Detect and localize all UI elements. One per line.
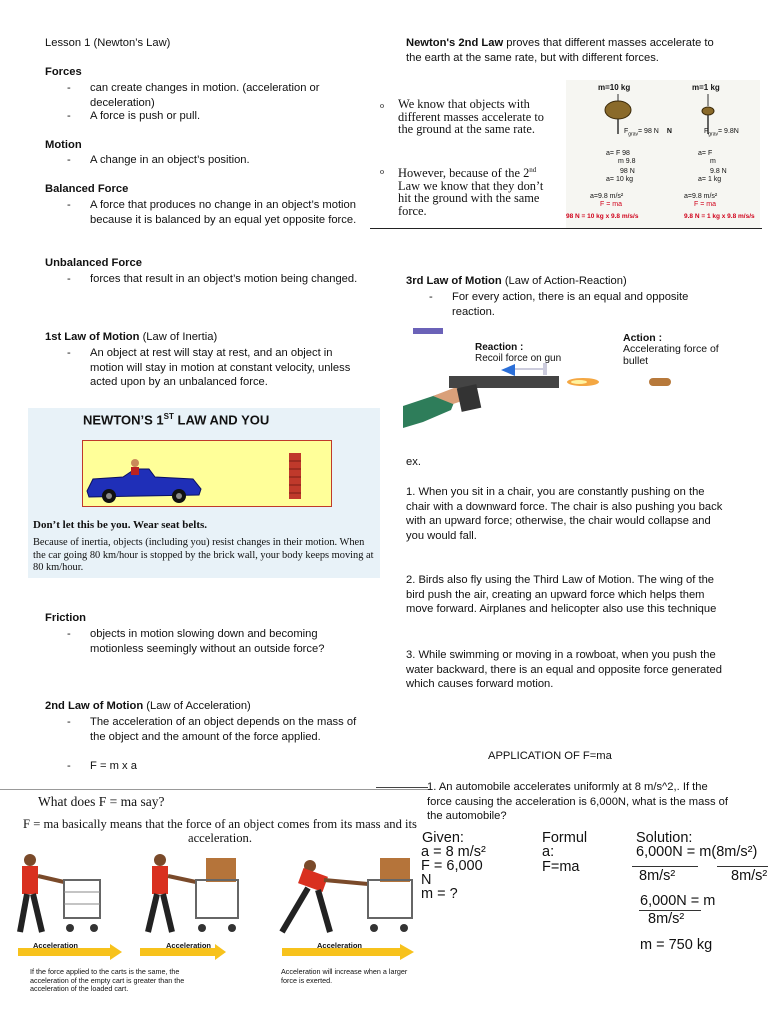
mass-right-label: m=1 kg (692, 83, 720, 92)
second-law-item-1: - The acceleration of an object depends on the mass of the object and the amount of the force applied. (67, 716, 357, 743)
motion-heading: Motion (45, 139, 82, 151)
boy-pushing-hard-cart (282, 858, 412, 932)
friction-item-1: - objects in motion slowing down and becoming motionless seemingly without an outside force? (67, 628, 325, 655)
inertia-caption: Because of inertia, objects (including you) resist changes in their motion. When the car going 80 km/hour is stopped by the brick wall, your body keeps moving at 80 km/hour. (33, 537, 374, 573)
action-title: Action : (623, 332, 663, 344)
second-law-item-2: - F = m x a (67, 760, 137, 772)
forces-item-1: - can create changes in motion. (acceleration or deceleration) (67, 82, 320, 109)
tag-icon (413, 328, 443, 334)
problem-rule (376, 787, 428, 788)
action-body: Accelerating force of bullet (623, 343, 719, 367)
acc-right: a=9.8 m/s² F = ma (684, 193, 718, 208)
note-left: If the force applied to the carts is the same, the acceleration of the empty cart is greater than the acceleration of the loaded cart. (30, 967, 185, 994)
acceleration-label-2: Acceleration (166, 941, 212, 950)
seatbelt-caption: Don’t let this be you. Wear seat belts. (33, 519, 208, 531)
solution-answer: m = 750 kg (640, 937, 713, 953)
eq-right: a= F m 9.8 N a= 1 kg (698, 150, 727, 183)
reaction-body: Recoil force on gun (475, 353, 562, 364)
second-law-intro: Newton's 2nd Law proves that different masses accelerate to the earth at the same rate, but with different forces. (406, 37, 714, 64)
friction-heading: Friction (45, 612, 87, 624)
gun-image (403, 326, 763, 436)
example-1: 1. When you sit in a chair, you are constantly pushing on the chair with a downward force. The chair is also pushing you back with an upward force; otherwise, the chair would collapse and you would fall. (406, 486, 723, 542)
example-2: 2. Birds also fly using the Third Law of Motion. The wing of the bird push the air, creating an upward force which helps them move forward. Airplanes and helicopter also use this technique (406, 574, 717, 616)
forces-heading: Forces (45, 66, 82, 78)
eq-left: a= F 98 m 9.8 98 N a= 10 kg (606, 150, 636, 183)
solution-divider-right (717, 866, 768, 867)
note-right: Acceleration will increase when a larger force is exerted. (281, 967, 408, 985)
acc-left: a=9.8 m/s² F = ma (590, 193, 624, 208)
solution-den-right: 8m/s² (731, 868, 768, 884)
fma-image-body: F = ma basically means that the force of an object comes from its mass and its acceleration. (23, 817, 417, 845)
recoil-arrow-icon (511, 363, 547, 375)
car-scene (82, 440, 332, 507)
third-law-item-1: - For every action, there is an equal and opposite reaction. (429, 291, 689, 318)
gun-icon (449, 376, 559, 388)
example-3: 3. While swimming or moving in a rowboat, when you push the water backward, there is an equal and opposite force generated which causes forward motion. (406, 649, 722, 691)
result-right: 9.8 N = 1 kg x 9.8 m/s/s (684, 213, 755, 220)
motion-item-1: - A change in an object’s position. (67, 154, 250, 166)
solution-frac-num: 6,000N = m (640, 893, 716, 909)
diagram-panel (566, 80, 760, 228)
balanced-heading: Balanced Force (45, 183, 129, 195)
boy-pushing-loaded-cart (148, 854, 238, 932)
third-law-heading: 3rd Law of Motion (Law of Action-Reaction) (406, 275, 627, 287)
brick-wall-icon (289, 453, 301, 499)
fgrav-right: $F_{grav}= 9.8N$ (704, 128, 739, 138)
solution-block: Solution: 6,000N = m(8m/s²) (636, 830, 758, 860)
problem-text: 1. An automobile accelerates uniformly at 8 m/s^2,. If the force causing the acceleration is 6,000N, what is the mass of the automobile? (427, 781, 728, 823)
acceleration-label-3: Acceleration (317, 941, 363, 950)
reaction-title: Reaction : (475, 342, 524, 353)
fgrav-left: $F_{grav}= 98$ N N (624, 128, 672, 138)
first-law-heading: 1st Law of Motion (Law of Inertia) (45, 331, 218, 343)
ex-label: ex. (406, 456, 421, 468)
mass-left-label: m=10 kg (598, 83, 631, 92)
application-title: APPLICATION OF F=ma (488, 750, 612, 762)
bullet-icon (649, 378, 671, 386)
masses-bullet-2: o However, because of the 2nd Law we know that they don’t hit the ground with the same force. (380, 166, 544, 218)
boy-pushing-empty-cart (20, 854, 100, 932)
first-law-item-1: - An object at rest will stay at rest, and an object in motion will stay in motion at constant velocity, unless acted upon by an unbalanced force. (67, 347, 351, 389)
solution-den-left: 8m/s² (639, 868, 676, 884)
solution-divider-left (632, 866, 698, 867)
fma-image-title: What does F = ma say? (38, 794, 165, 809)
gun-illustration (403, 356, 763, 436)
newton-first-law-image (28, 408, 380, 578)
unbalanced-item-1: - forces that result in an object’s motion being changed. (67, 273, 358, 285)
fma-carts-image (0, 789, 428, 996)
result-left: 98 N = 10 kg x 9.8 m/s/s (566, 213, 639, 220)
masses-bullet-1: o We know that objects with different masses accelerate to the ground at the same rate. (380, 97, 544, 137)
forces-item-2: - A force is push or pull. (67, 110, 201, 122)
acceleration-label-1: Acceleration (33, 941, 79, 950)
car-crash-illustration (83, 441, 331, 506)
car-icon (87, 459, 201, 503)
solution-frac-den: 8m/s² (648, 911, 685, 927)
newton-image-title: NEWTON’S 1ST LAW AND YOU (83, 412, 270, 428)
balanced-item-1: - A force that produces no change in an object’s motion because it is balanced by an equal yet opposite force. (67, 199, 357, 226)
formula-block: Formul a: F=ma (542, 830, 588, 875)
given-block: Given: a = 8 m/s² F = 6,000 N m = ? (421, 830, 486, 902)
second-law-heading: 2nd Law of Motion (Law of Acceleration) (45, 700, 251, 712)
masses-image (370, 80, 762, 229)
unbalanced-heading: Unbalanced Force (45, 257, 142, 269)
lesson-title: Lesson 1 (Newton’s Law) (45, 37, 171, 49)
